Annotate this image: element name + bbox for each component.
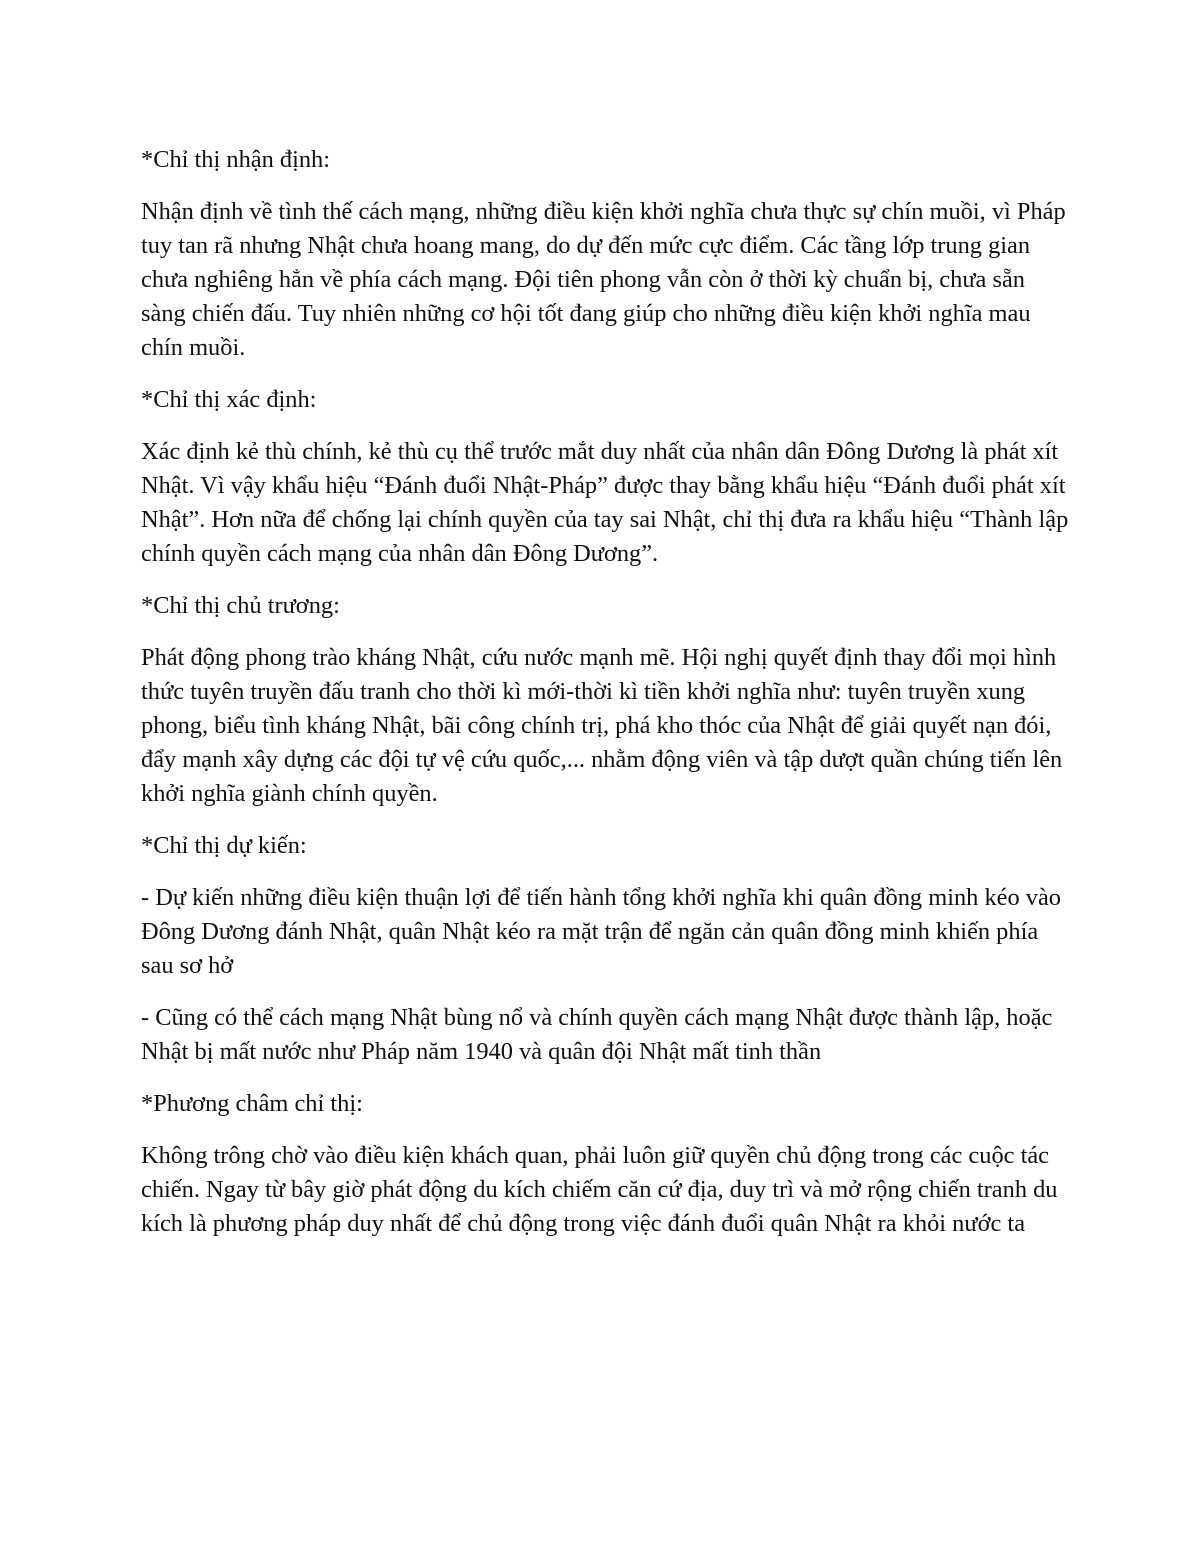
- body-paragraph: - Cũng có thể cách mạng Nhật bùng nổ và chính quyền cách mạng Nhật được thành lập, hoặc Nhật bị mất nước như Pháp năm 1940 và quân đội Nhật mất tinh thần: [141, 1004, 1053, 1065]
- body-paragraph: Xác định kẻ thù chính, kẻ thù cụ thể trước mắt duy nhất của nhân dân Đông Dương là phát xít Nhật. Vì vậy khẩu hiệu “Đánh đuổi Nhật-Pháp” được thay bằng khẩu hiệu “Đánh đuổi phát xít Nhật”. Hơn nữa để chống lại chính quyền của tay sai Nhật, chỉ thị đưa ra khẩu hiệu “Thành lập chính quyền cách mạng của nhân dân Đông Dương”.: [141, 438, 1069, 567]
- body-paragraph: Không trông chờ vào điều kiện khách quan, phải luôn giữ quyền chủ động trong các cuộc tác chiến. Ngay từ bây giờ phát động du kích chiếm căn cứ địa, duy trì và mở rộng chiến tranh du kích là phương pháp duy nhất để chủ động trong việc đánh đuổi quân Nhật ra khỏi nước ta: [141, 1142, 1058, 1237]
- section-heading: *Chỉ thị nhận định:: [141, 146, 331, 173]
- section-heading: *Chỉ thị chủ trương:: [141, 592, 340, 619]
- body-paragraph: Nhận định về tình thế cách mạng, những điều kiện khởi nghĩa chưa thực sự chín muồi, vì Pháp tuy tan rã nhưng Nhật chưa hoang mang, do dự đến mức cực điểm. Các tầng lớp trung gian chưa nghiêng hẳn về phía cách mạng. Đội tiên phong vẫn còn ở thời kỳ chuẩn bị, chưa sẵn sàng chiến đấu. Tuy nhiên những cơ hội tốt đang giúp cho những điều kiện khởi nghĩa mau chín muồi.: [141, 198, 1066, 361]
- section-heading: *Chỉ thị dự kiến:: [141, 832, 307, 859]
- body-paragraph: - Dự kiến những điều kiện thuận lợi để tiến hành tổng khởi nghĩa khi quân đồng minh kéo vào Đông Dương đánh Nhật, quân Nhật kéo ra mặt trận để ngăn cản quân đồng minh khiến phía sau sơ hở: [141, 884, 1061, 979]
- section-heading: *Phương châm chỉ thị:: [141, 1090, 363, 1117]
- document-page: [141, 143, 1071, 1259]
- section-heading: *Chỉ thị xác định:: [141, 386, 317, 413]
- body-paragraph: Phát động phong trào kháng Nhật, cứu nước mạnh mẽ. Hội nghị quyết định thay đổi mọi hình thức tuyên truyền đấu tranh cho thời kì mới-thời kì tiền khởi nghĩa như: tuyên truyền xung phong, biểu tình kháng Nhật, bãi công chính trị, phá kho thóc của Nhật để giải quyết nạn đói, đẩy mạnh xây dựng các đội tự vệ cứu quốc,... nhằm động viên và tập dượt quần chúng tiến lên khởi nghĩa giành chính quyền.: [141, 644, 1063, 807]
